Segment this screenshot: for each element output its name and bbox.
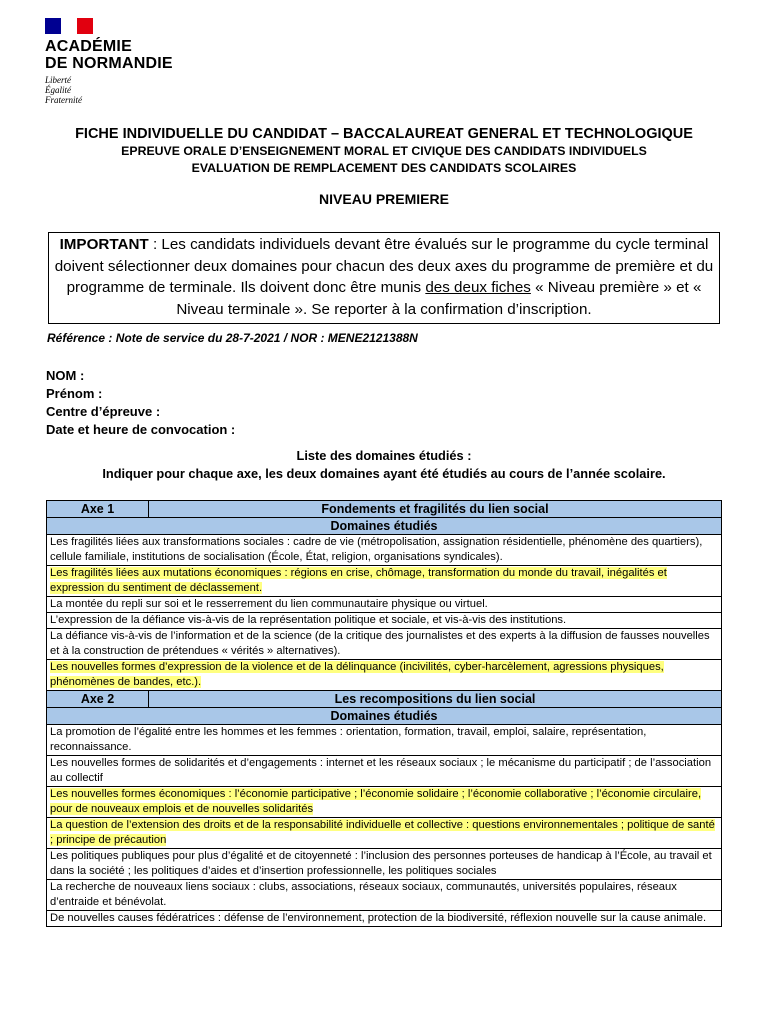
- domains-table: [46, 500, 722, 927]
- document-headings: [0, 125, 768, 207]
- domain-row: [47, 911, 722, 927]
- motto-fraternite: Fraternité: [45, 95, 82, 105]
- axe-header-row: [47, 691, 722, 708]
- page-subtitle-1: EPREUVE ORALE D’ENSEIGNEMENT MORAL ET CIVIQUE DES CANDIDATS INDIVIDUELS: [121, 144, 647, 158]
- page-subtitle-2: EVALUATION DE REMPLACEMENT DES CANDIDATS SCOLAIRES: [191, 161, 577, 175]
- domain-row: [47, 880, 722, 911]
- flag-blue: [45, 18, 61, 34]
- reference-note: Référence : Note de service du 28-7-2021 / NOR : MENE2121388N: [47, 331, 418, 345]
- axe-label: Axe 1: [47, 501, 149, 518]
- domain-row: [47, 725, 722, 756]
- domains-subheader-row: [47, 708, 722, 725]
- motto-liberte: Liberté: [45, 75, 71, 85]
- domain-cell: [47, 911, 722, 927]
- logo-line-1: ACADÉMIE: [45, 38, 132, 55]
- domain-cell: [47, 566, 722, 597]
- domain-row: [47, 818, 722, 849]
- domain-row: [47, 535, 722, 566]
- domain-cell: [47, 818, 722, 849]
- important-underlined: des deux fiches: [425, 279, 531, 296]
- domain-text-highlighted: La question de l’extension des droits et de la responsabilité individuelle et collective : questions environnementales ; politique de santé ; principe de précaution: [50, 819, 715, 846]
- important-text-1: : Les candidats individuels devant être évalués sur le programme du cycle terminal doivent sélectionner deux domaines pour chacun des deux axes du programme de première et du programme de terminale. Ils doivent donc être munis: [54, 236, 714, 296]
- list-intro: [0, 447, 768, 483]
- domain-text-highlighted: Les fragilités liées aux mutations économiques : régions en crise, chômage, transformation du monde du travail, inégalités et expression du sentiment de déclassement.: [50, 567, 667, 594]
- level-heading: NIVEAU PREMIERE: [319, 191, 449, 207]
- candidate-fields: [46, 367, 235, 439]
- flag-white: [61, 18, 77, 34]
- domain-text: La promotion de l’égalité entre les hommes et les femmes : orientation, formation, travail, emploi, salaire, représentation, reconnaissance.: [50, 726, 647, 753]
- domain-cell: [47, 725, 722, 756]
- axe-header-row: [47, 501, 722, 518]
- domain-text: Les fragilités liées aux transformations sociales : cadre de vie (métropolisation, assignation résidentielle, phénomène des quartiers), cellule familiale, institutions de socialisation (École, État, religion, organisations syndicales).: [50, 536, 703, 563]
- domain-cell: [47, 880, 722, 911]
- axe-label: Axe 2: [47, 691, 149, 708]
- domain-row: [47, 660, 722, 691]
- axe-title: Fondements et fragilités du lien social: [149, 501, 722, 518]
- domain-cell: [47, 535, 722, 566]
- domain-row: [47, 597, 722, 613]
- domains-subheader: Domaines étudiés: [47, 518, 722, 535]
- domain-row: [47, 629, 722, 660]
- domain-text: De nouvelles causes fédératrices : défense de l’environnement, protection de la biodiversité, réflexion nouvelle sur la cause animale.: [50, 912, 707, 924]
- domain-text: Les nouvelles formes de solidarités et d’engagements : internet et les réseaux sociaux ; le mécanisme du participatif ; de l’association au collectif: [50, 757, 712, 784]
- flag-red: [77, 18, 93, 34]
- domain-text: La recherche de nouveaux liens sociaux : clubs, associations, réseaux sociaux, communautés, universités populaires, réseaux d’entraide et bénévolat.: [50, 881, 677, 908]
- field-centre: Centre d’épreuve :: [46, 404, 161, 419]
- field-prenom: Prénom :: [46, 386, 103, 401]
- academy-logo: [45, 18, 195, 105]
- domain-cell: [47, 629, 722, 660]
- domain-text: L’expression de la défiance vis-à-vis de la représentation politique et sociale, et vis-à-vis des institutions.: [50, 614, 567, 626]
- domain-text-highlighted: Les nouvelles formes d’expression de la violence et de la délinquance (incivilités, cyber-harcèlement, agressions physiques, phénomènes de bandes, etc.).: [50, 661, 664, 688]
- list-intro-line-2: Indiquer pour chaque axe, les deux domaines ayant été étudiés au cours de l’année scolaire.: [102, 466, 666, 481]
- important-text-2: « Niveau première » et « Niveau terminale ». Se reporter à la confirmation d’inscription.: [176, 279, 702, 318]
- domain-row: [47, 787, 722, 818]
- page-title: FICHE INDIVIDUELLE DU CANDIDAT – BACCALAUREAT GENERAL ET TECHNOLOGIQUE: [75, 126, 693, 142]
- field-nom: NOM :: [46, 368, 85, 383]
- motto-egalite: Égalité: [45, 85, 71, 95]
- axe-title: Les recompositions du lien social: [149, 691, 722, 708]
- domain-row: [47, 849, 722, 880]
- domain-row: [47, 566, 722, 597]
- domains-subheader-row: [47, 518, 722, 535]
- domain-text-highlighted: Les nouvelles formes économiques : l’économie participative ; l’économie solidaire ; l’économie collaborative ; l’économie circulaire, pour de nouveaux emplois et de nouvelles solidarités: [50, 788, 702, 815]
- logo-line-2: DE NORMANDIE: [45, 55, 173, 72]
- domain-cell: [47, 660, 722, 691]
- field-date: Date et heure de convocation :: [46, 422, 236, 437]
- domain-cell: [47, 756, 722, 787]
- logo-motto: [45, 75, 195, 105]
- french-flag-icon: [45, 18, 93, 34]
- domain-cell: [47, 787, 722, 818]
- domain-text: Les politiques publiques pour plus d’égalité et de citoyenneté : l’inclusion des personnes porteuses de handicap à l’École, au travail et dans la société ; les politiques d’aides et d’insertion professionnelle, les politiques sociales: [50, 850, 712, 877]
- list-intro-line-1: Liste des domaines étudiés :: [296, 448, 472, 463]
- domain-row: [47, 613, 722, 629]
- domain-cell: [47, 849, 722, 880]
- domain-text: La défiance vis-à-vis de l’information et de la science (de la critique des journalistes et des experts à la diffusion de fausses nouvelles et à la construction de prétendues « vérités » alternatives).: [50, 630, 710, 657]
- domain-cell: [47, 613, 722, 629]
- domain-cell: [47, 597, 722, 613]
- domains-subheader: Domaines étudiés: [47, 708, 722, 725]
- domain-text: La montée du repli sur soi et le resserrement du lien communautaire physique ou virtuel.: [50, 598, 488, 610]
- important-label: IMPORTANT: [59, 236, 149, 253]
- domain-row: [47, 756, 722, 787]
- important-box: [48, 232, 720, 324]
